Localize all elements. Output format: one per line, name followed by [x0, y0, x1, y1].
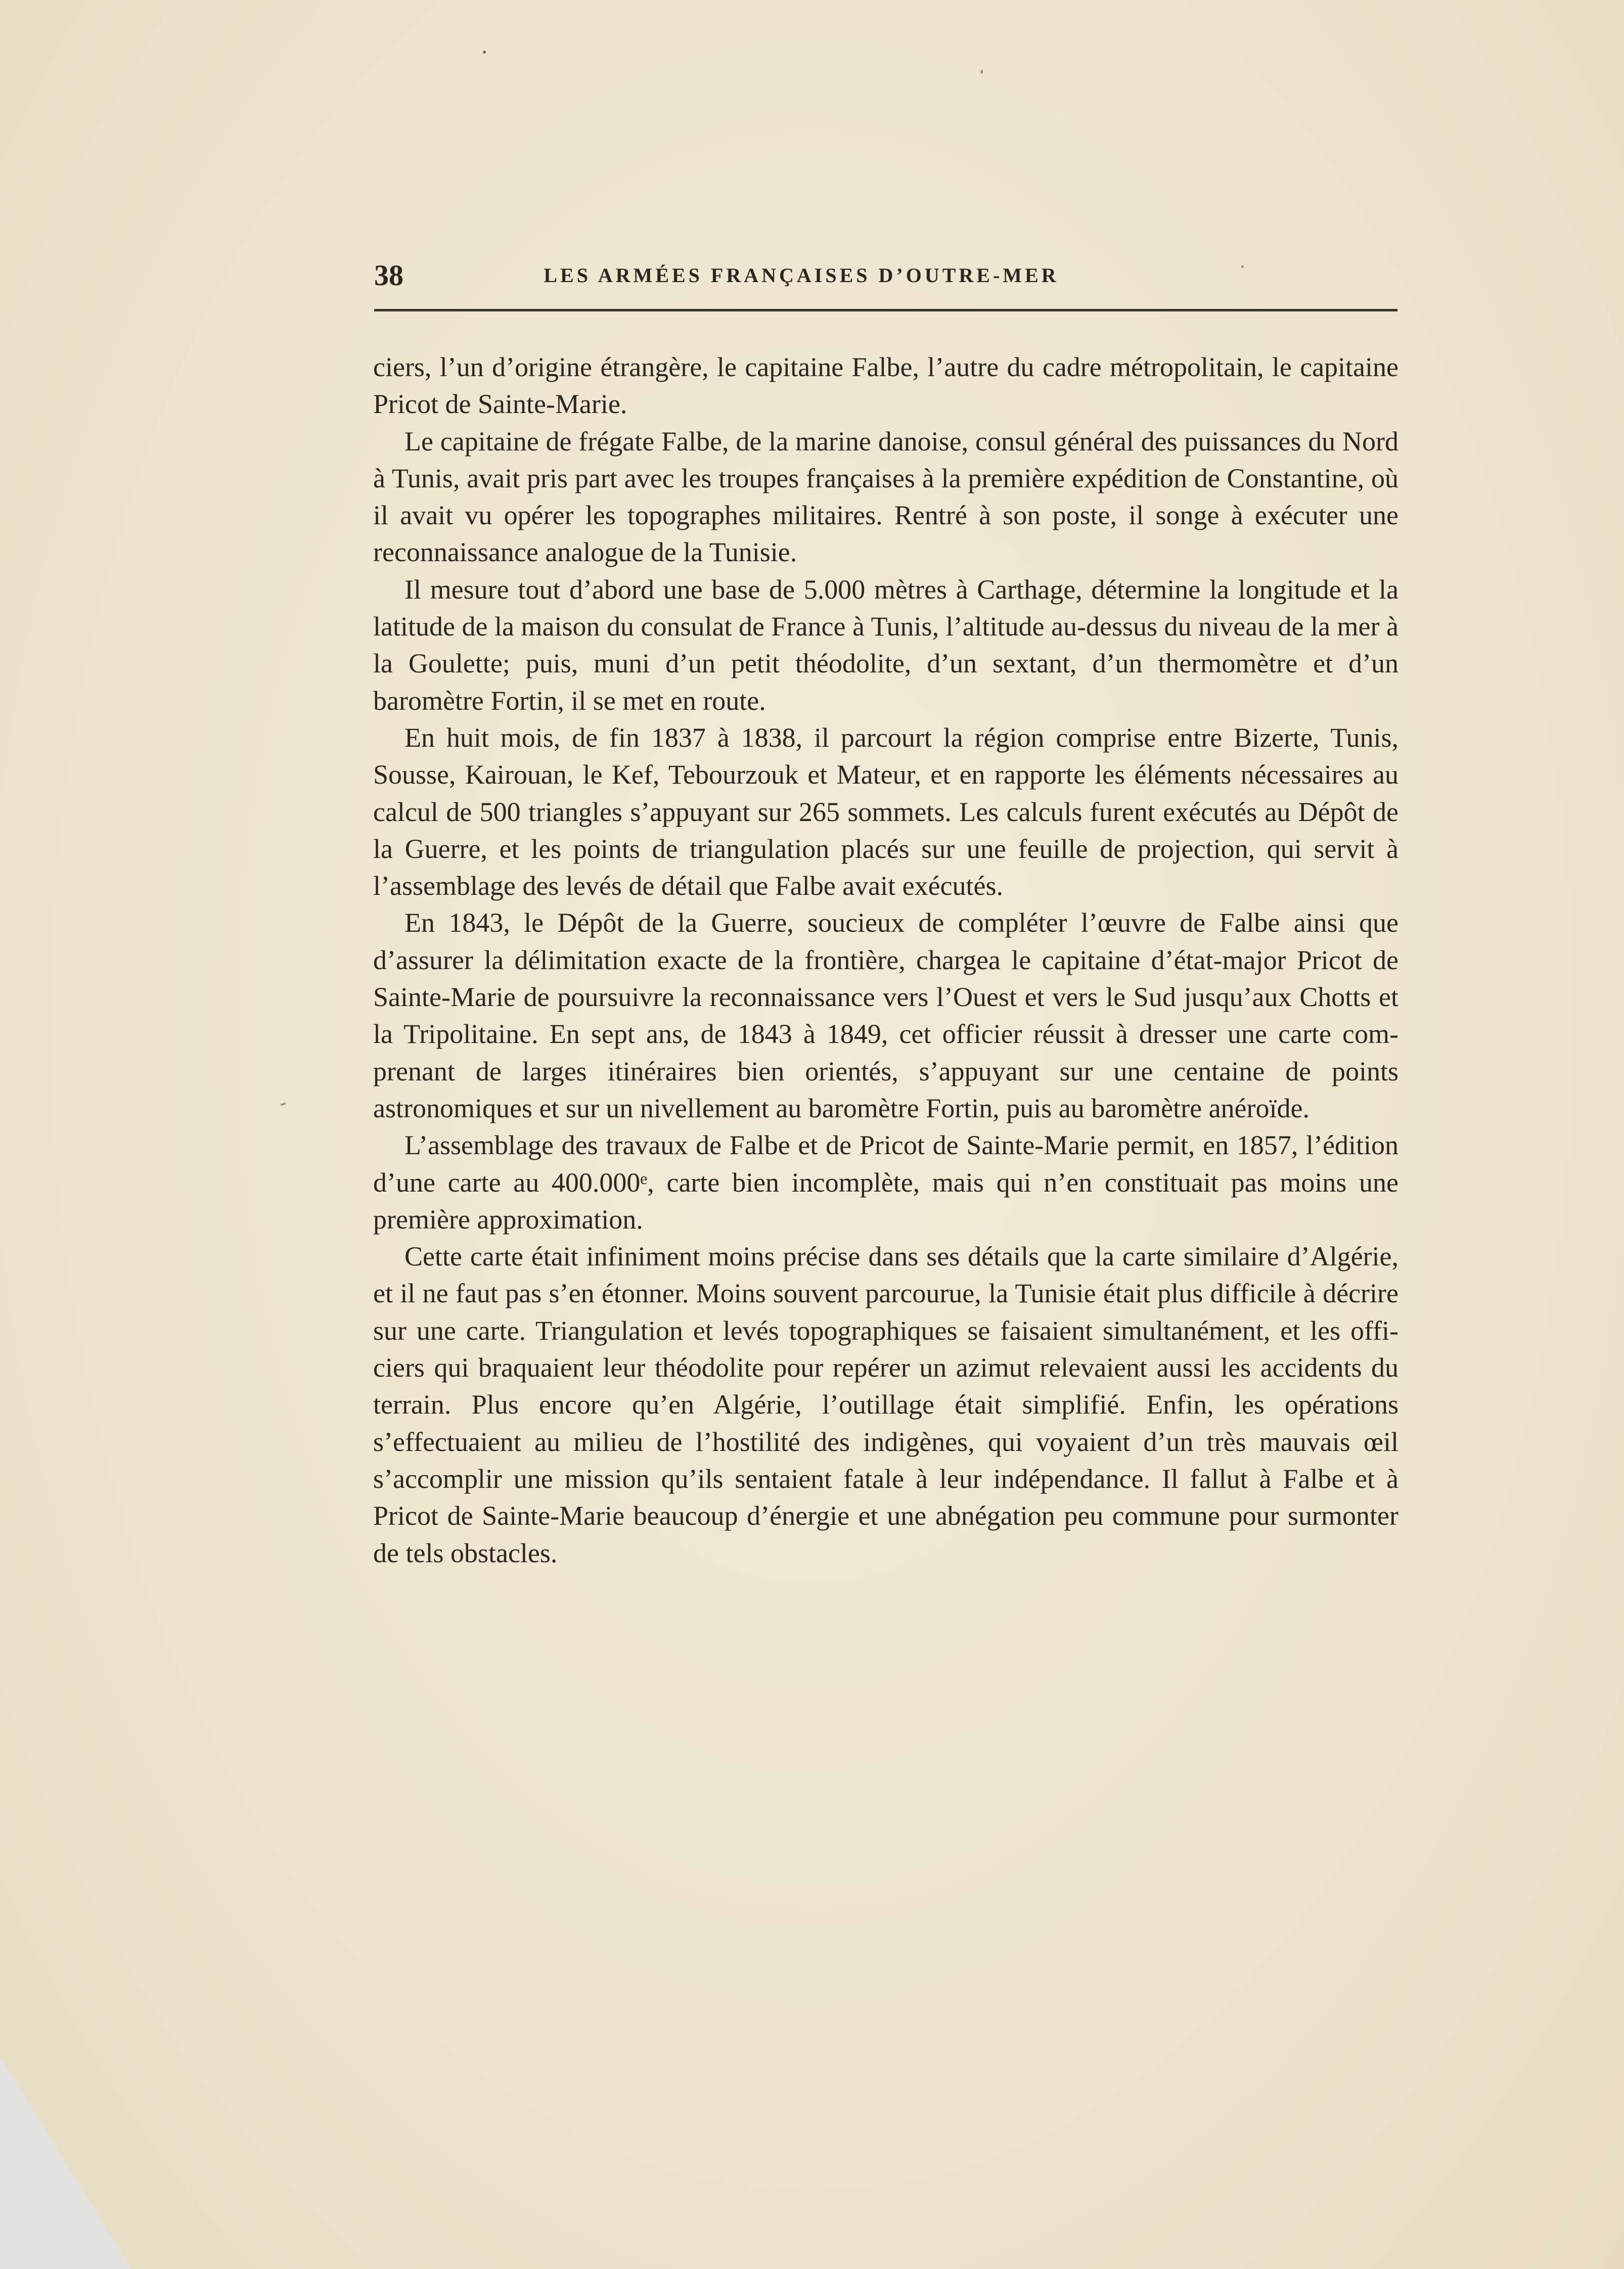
paragraph: Cette carte était infiniment moins précise dans ses détails que la carte similaire d’Algérie, et il ne faut pas s’en étonner. Moins souvent parcourue, la Tunisie était plus difficile à décrire sur une carte. Triangulation et levés topographiques se faisaient simultanément, et les officiers qui braquaient leur théodolite pour repérer un azimut relevaient aussi les accidents du terrain. Plus encore qu’en Algérie, l’outillage était simplifié. Enfin, les opérations s’effectuaient au milieu de l’hostilité des indigènes, qui voyaient d’un très mauvais œil s’accomplir une mission qu’ils sentaient fatale à leur indépendance. Il fallut à Falbe et à Pricot de Sainte-Marie beaucoup d’énergie et une abnégation peu commune pour surmonter de tels obstacles. [373, 1241, 1399, 1568]
paper-speck [281, 1102, 286, 1106]
paper-speck [981, 70, 983, 74]
paragraph: En 1843, le Dépôt de la Guerre, soucieux de compléter l’œuvre de Falbe ainsi que d’assurer la délimitation exacte de la frontière, chargea le capitaine d’état-major Pricot de Sainte-Marie de poursuivre la reconnaissance vers l’Ouest et vers le Sud jusqu’aux Chotts et la Tripolitaine. En sept ans, de 1843 à 1849, cet officier réussit à dresser une carte comprenant de larges itinéraires bien orientés, s’appuyant sur une centaine de points astronomiques et sur un nivellement au baromètre Fortin, puis au baromètre anéroïde. [373, 907, 1399, 1123]
paragraph: Le capitaine de frégate Falbe, de la marine danoise, consul général des puissances du Nord à Tunis, avait pris part avec les troupes françaises à la première expédition de Constantine, où il avait vu opérer les topographes militaires. Rentré à son poste, il songe à exécuter une reconnaissance analogue de la Tunisie. [373, 426, 1399, 568]
running-title: LES ARMÉES FRANÇAISES D’OUTRE-MER [544, 264, 1059, 287]
paragraph: ciers, l’un d’origine étrangère, le capitaine Falbe, l’autre du cadre métropolitain, le capitaine Pricot de Sainte-Marie. [373, 352, 1399, 420]
header-rule [374, 309, 1397, 311]
page-header [374, 255, 1397, 296]
paragraph: En huit mois, de fin 1837 à 1838, il parcourt la région comprise entre Bizerte, Tunis, Sousse, Kairouan, le Kef, Tebourzouk et Mateur, et en rapporte les éléments nécessaires au calcul de 500 triangles s’appuyant sur 265 sommets. Les calculs furent exécutés au Dépôt de la Guerre, et les points de triangulation placés sur une feuille de projection, qui servit à l’assemblage des levés de détail que Falbe avait exécutés. [373, 722, 1399, 901]
paper-speck [483, 51, 486, 54]
paragraph: Il mesure tout d’abord une base de 5.000 mètres à Carthage, détermine la longitude et la latitude de la maison du consulat de France à Tunis, l’altitude au-dessus du niveau de la mer à la Goulette; puis, muni d’un petit théodolite, d’un sextant, d’un thermomètre et d’un baromètre Fortin, il se met en route. [373, 574, 1399, 716]
paragraph: L’assemblage des travaux de Falbe et de Pricot de Sainte-Marie permit, en 1857, l’édition d’une carte au 400.000ᵉ, carte bien incomplète, mais qui n’en constituait pas moins une première approximation. [373, 1130, 1399, 1235]
page-number: 38 [374, 259, 403, 292]
page-corner-fold [0, 2057, 131, 2269]
body-text [373, 349, 1399, 1572]
